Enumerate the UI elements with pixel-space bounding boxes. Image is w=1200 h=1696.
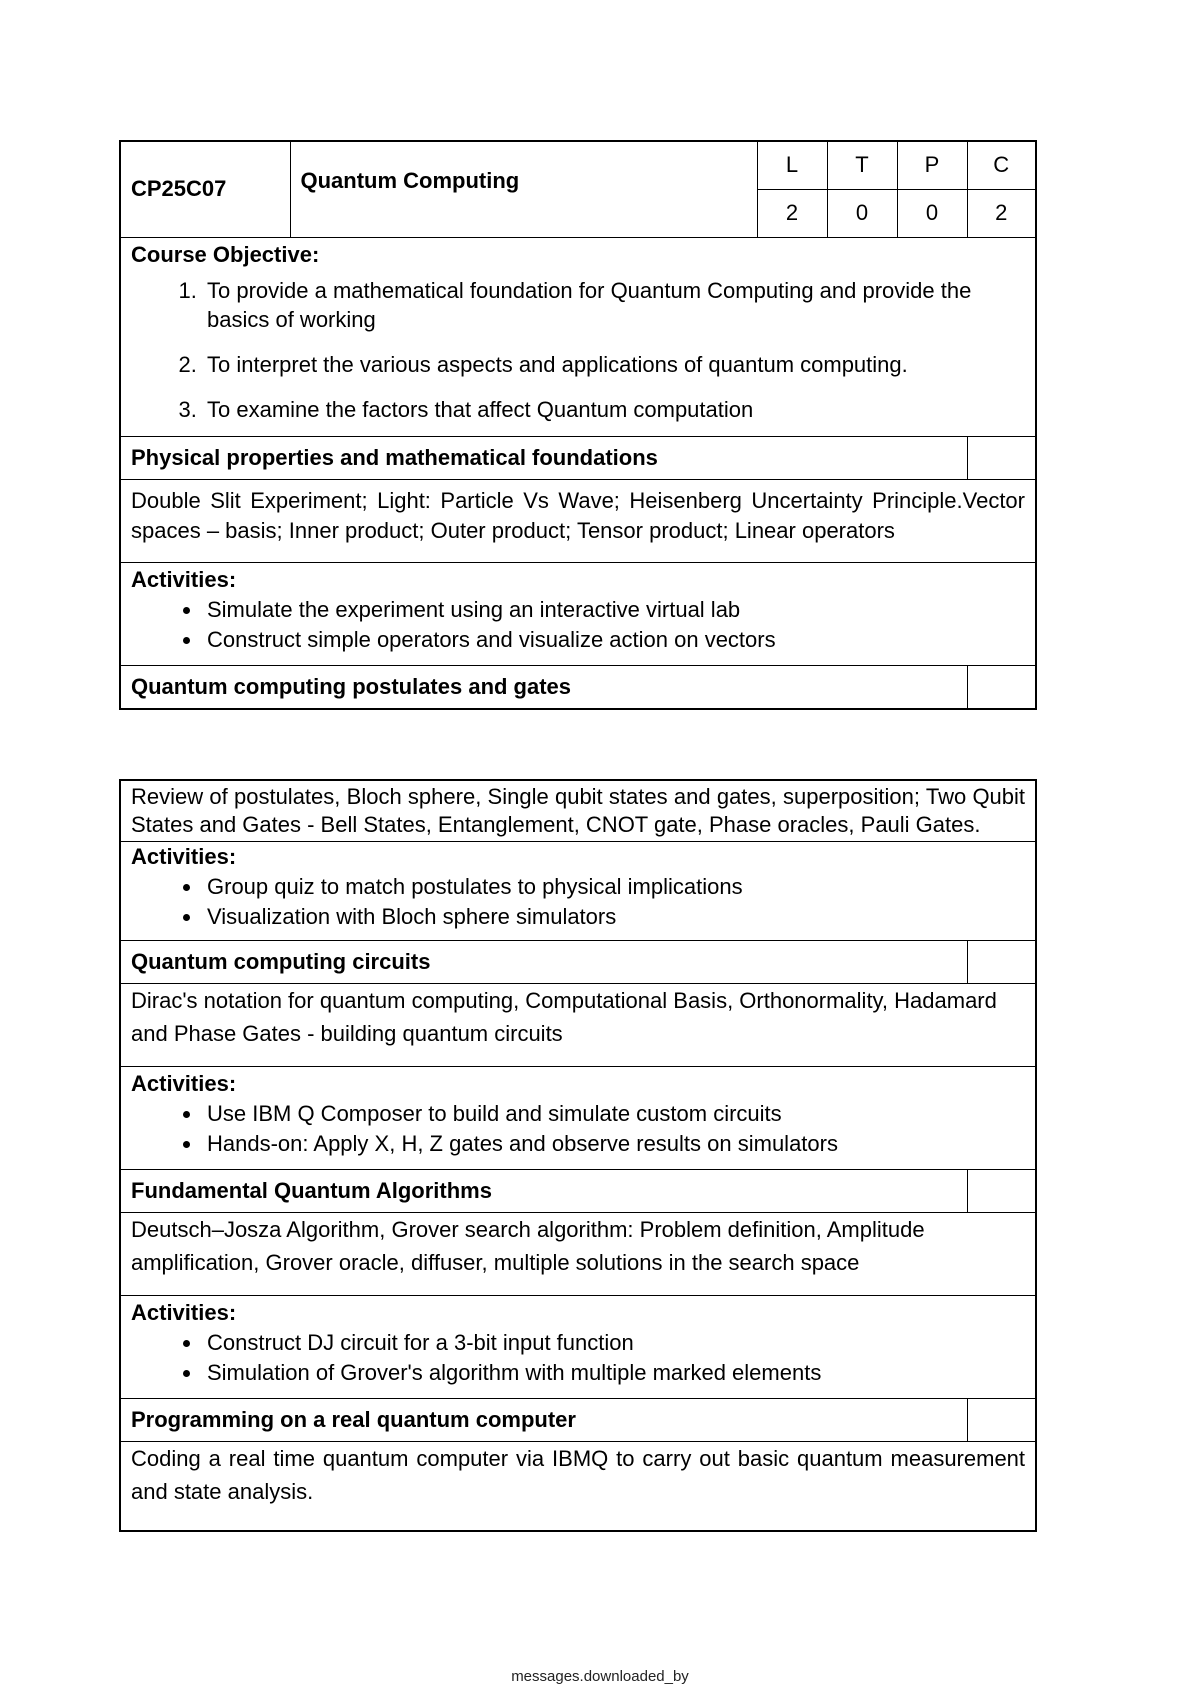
unit5-description: Coding a real time quantum computer via IBMQ to carry out basic quantum measurement and state analysis. bbox=[120, 1442, 1036, 1532]
course-title: Quantum Computing bbox=[290, 141, 757, 237]
activities-list bbox=[131, 1328, 1025, 1388]
unit1-activities bbox=[120, 562, 1036, 665]
unit3-hours-cell bbox=[967, 941, 1036, 984]
unit4-hours-cell bbox=[967, 1170, 1036, 1213]
unit1-description: Double Slit Experiment; Light: Particle Vs Wave; Heisenberg Uncertainty Principle.Vector spaces – basis; Inner product; Outer product; Tensor product; Linear operators bbox=[120, 479, 1036, 562]
objective-item: 1. To provide a mathematical foundation for Quantum Computing and provide the basics of working bbox=[203, 276, 1025, 334]
unit4-title: Fundamental Quantum Algorithms bbox=[120, 1170, 967, 1213]
objectives-heading: Course Objective: bbox=[131, 241, 320, 267]
activities-list bbox=[131, 595, 1025, 655]
download-footer: messages.downloaded_by bbox=[511, 1668, 689, 1685]
activity-item: • Visualization with Bloch sphere simulators bbox=[203, 902, 1025, 932]
unit3-title: Quantum computing circuits bbox=[120, 941, 967, 984]
unit2-hours-cell bbox=[967, 665, 1036, 709]
unit2-activities bbox=[120, 842, 1036, 941]
activity-item: • Use IBM Q Composer to build and simulate custom circuits bbox=[203, 1099, 1025, 1129]
objective-item: 2. To interpret the various aspects and applications of quantum computing. bbox=[203, 350, 1025, 379]
activities-list bbox=[131, 1099, 1025, 1159]
ltpc-header-c: C bbox=[967, 141, 1036, 189]
ltpc-value-c: 2 bbox=[967, 189, 1036, 237]
unit2-description: Review of postulates, Bloch sphere, Single qubit states and gates, superposition; Two Qubit States and Gates - Bell States, Entanglement, CNOT gate, Phase oracles, Pauli Gates. bbox=[120, 780, 1036, 842]
activities-heading: Activities: bbox=[131, 844, 237, 869]
unit3-description: Dirac's notation for quantum computing, Computational Basis, Orthonormality, Hadamard and Phase Gates - building quantum circuits bbox=[120, 984, 1036, 1067]
objectives-list bbox=[131, 276, 1025, 424]
syllabus-table-page-part-1 bbox=[119, 140, 1037, 710]
course-code: CP25C07 bbox=[120, 141, 290, 237]
unit1-title: Physical properties and mathematical foundations bbox=[120, 436, 967, 479]
activities-heading: Activities: bbox=[131, 566, 237, 592]
activities-heading: Activities: bbox=[131, 1300, 237, 1325]
ltpc-header-t: T bbox=[827, 141, 897, 189]
activity-item: • Hands-on: Apply X, H, Z gates and observe results on simulators bbox=[203, 1129, 1025, 1159]
unit2-title: Quantum computing postulates and gates bbox=[120, 665, 967, 709]
activity-item: • Construct DJ circuit for a 3-bit input function bbox=[203, 1328, 1025, 1358]
activity-item: • Group quiz to match postulates to physical implications bbox=[203, 872, 1025, 902]
ltpc-header-l: L bbox=[757, 141, 827, 189]
ltpc-value-p: 0 bbox=[897, 189, 967, 237]
activity-item: • Simulation of Grover's algorithm with multiple marked elements bbox=[203, 1358, 1025, 1388]
activity-item: • Construct simple operators and visualize action on vectors bbox=[203, 625, 1025, 655]
ltpc-value-t: 0 bbox=[827, 189, 897, 237]
unit4-description: Deutsch–Josza Algorithm, Grover search algorithm: Problem definition, Amplitude amplification, Grover oracle, diffuser, multiple solutions in the search space bbox=[120, 1213, 1036, 1296]
unit5-hours-cell bbox=[967, 1399, 1036, 1442]
unit5-title: Programming on a real quantum computer bbox=[120, 1399, 967, 1442]
activities-list bbox=[131, 872, 1025, 932]
course-objectives bbox=[120, 237, 1036, 436]
unit1-hours-cell bbox=[967, 436, 1036, 479]
objective-item: 3. To examine the factors that affect Quantum computation bbox=[203, 395, 1025, 424]
unit3-activities bbox=[120, 1067, 1036, 1170]
ltpc-header-p: P bbox=[897, 141, 967, 189]
ltpc-value-l: 2 bbox=[757, 189, 827, 237]
syllabus-table-page-part-2 bbox=[119, 779, 1037, 1532]
activities-heading: Activities: bbox=[131, 1071, 237, 1096]
unit4-activities bbox=[120, 1296, 1036, 1399]
activity-item: • Simulate the experiment using an interactive virtual lab bbox=[203, 595, 1025, 625]
